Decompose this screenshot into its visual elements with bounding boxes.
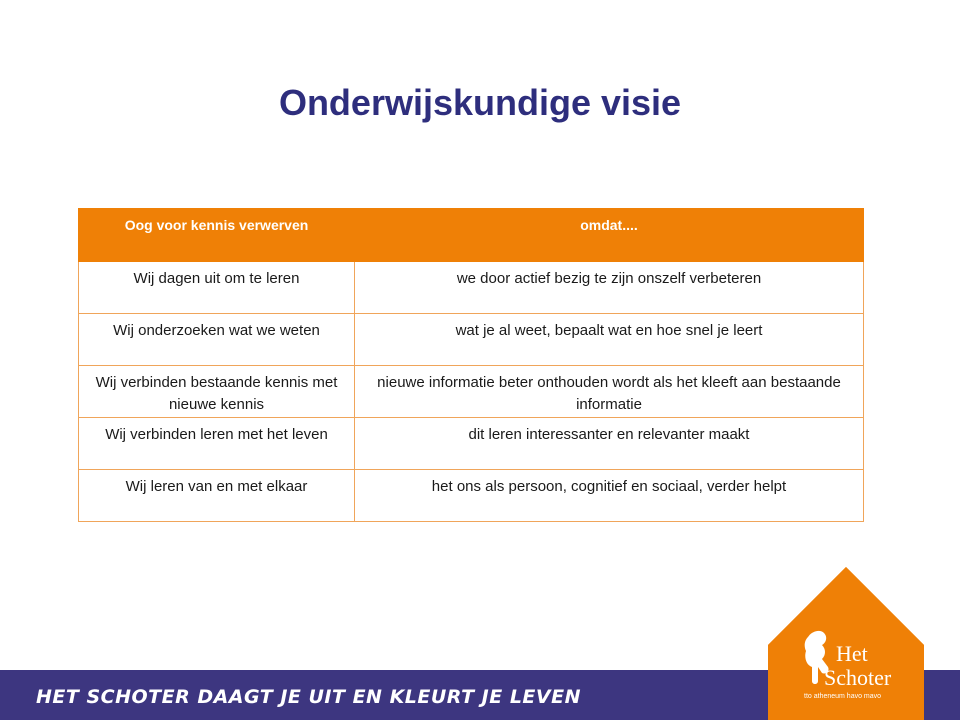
table-cell: nieuwe informatie beter onthouden wordt als het kleeft aan bestaande informatie [355, 366, 864, 418]
table-cell: wat je al weet, bepaalt wat en hoe snel je leert [355, 314, 864, 366]
table-cell: Wij verbinden bestaande kennis met nieuwe kennis [79, 366, 355, 418]
table-cell: dit leren interessanter en relevanter maakt [355, 418, 864, 470]
table-row [79, 262, 864, 314]
table-cell: Wij dagen uit om te leren [79, 262, 355, 314]
table-cell: Wij verbinden leren met het leven [79, 418, 355, 470]
logo-text-schoter: Schoter [824, 665, 892, 690]
table-cell: Wij leren van en met elkaar [79, 470, 355, 522]
slide-title: Onderwijskundige visie [278, 82, 682, 123]
table-cell: het ons als persoon, cognitief en sociaal, verder helpt [355, 470, 864, 522]
vision-table [78, 208, 864, 522]
logo-text-het: Het [836, 641, 868, 666]
header-cell-kennis: Oog voor kennis verwerven [79, 209, 355, 262]
header-cell-omdat: omdat.... [355, 209, 864, 262]
table-row [79, 418, 864, 470]
table-header-row [79, 209, 864, 262]
footer-slogan: HET SCHOTER DAAGT JE UIT EN KLEURT JE LEVEN [36, 686, 581, 708]
logo-subtext: tto atheneum havo mavo [804, 693, 882, 700]
table-cell: we door actief bezig te zijn onszelf verbeteren [355, 262, 864, 314]
school-logo [768, 567, 924, 720]
table-cell: Wij onderzoeken wat we weten [79, 314, 355, 366]
table-row [79, 314, 864, 366]
vision-table-container [78, 208, 864, 522]
table-row [79, 366, 864, 418]
table-row [79, 470, 864, 522]
